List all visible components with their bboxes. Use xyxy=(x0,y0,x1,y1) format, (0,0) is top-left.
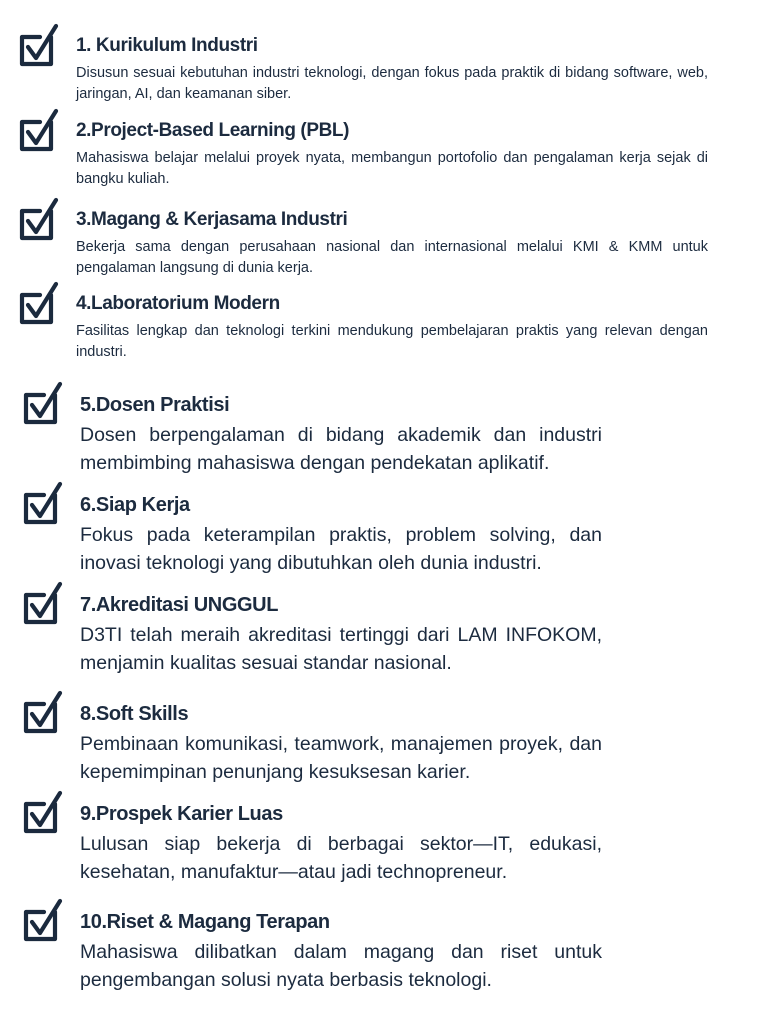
feature-title: 1. Kurikulum Industri xyxy=(76,35,258,56)
feature-description: Bekerja sama dengan perusahaan nasional dan internasional melalui KMI & KMM untuk pengalaman langsung di dunia kerja. xyxy=(76,239,708,276)
feature-description: Fasilitas lengkap dan teknologi terkini mendukung pembelajaran praktis yang relevan dengan industri. xyxy=(76,323,708,360)
feature-title: 8.Soft Skills xyxy=(80,703,189,725)
checkbox-check-icon xyxy=(22,690,66,736)
feature-title: 7.Akreditasi UNGGUL xyxy=(80,594,279,616)
feature-description: Disusun sesuai kebutuhan industri teknologi, dengan fokus pada praktik di bidang software, web, jaringan, AI, dan keamanan siber. xyxy=(76,65,708,102)
checkbox-check-icon xyxy=(22,790,66,836)
feature-title: 6.Siap Kerja xyxy=(80,494,190,516)
checkbox-check-icon xyxy=(18,281,62,327)
feature-title: 3.Magang & Kerjasama Industri xyxy=(76,209,348,230)
feature-description: Dosen berpengalaman di bidang akademik dan industri membimbing mahasiswa dengan pendekatan aplikatif. xyxy=(80,424,602,474)
feature-description: Fokus pada keterampilan praktis, problem solving, dan inovasi teknologi yang dibutuhkan oleh dunia industri. xyxy=(80,524,602,574)
checkbox-check-icon xyxy=(18,23,62,69)
feature-title: 10.Riset & Magang Terapan xyxy=(80,911,330,933)
checkbox-check-icon xyxy=(22,481,66,527)
feature-title: 5.Dosen Praktisi xyxy=(80,394,230,416)
checkbox-check-icon xyxy=(22,581,66,627)
feature-description: Mahasiswa dilibatkan dalam magang dan riset untuk pengembangan solusi nyata berbasis teknologi. xyxy=(80,941,602,991)
checkbox-check-icon xyxy=(22,381,66,427)
feature-description: D3TI telah meraih akreditasi tertinggi dari LAM INFOKOM, menjamin kualitas sesuai standar nasional. xyxy=(80,624,602,674)
feature-title: 4.Laboratorium Modern xyxy=(76,293,280,314)
feature-description: Mahasiswa belajar melalui proyek nyata, membangun portofolio dan pengalaman kerja sejak di bangku kuliah. xyxy=(76,150,708,187)
feature-description: Lulusan siap bekerja di berbagai sektor—IT, edukasi, kesehatan, manufaktur—atau jadi technopreneur. xyxy=(80,833,602,883)
checkbox-check-icon xyxy=(18,108,62,154)
feature-title: 9.Prospek Karier Luas xyxy=(80,803,283,825)
checkbox-check-icon xyxy=(18,197,62,243)
checkbox-check-icon xyxy=(22,898,66,944)
feature-title: 2.Project-Based Learning (PBL) xyxy=(76,120,350,141)
feature-description: Pembinaan komunikasi, teamwork, manajemen proyek, dan kepemimpinan penunjang kesuksesan karier. xyxy=(80,733,602,783)
